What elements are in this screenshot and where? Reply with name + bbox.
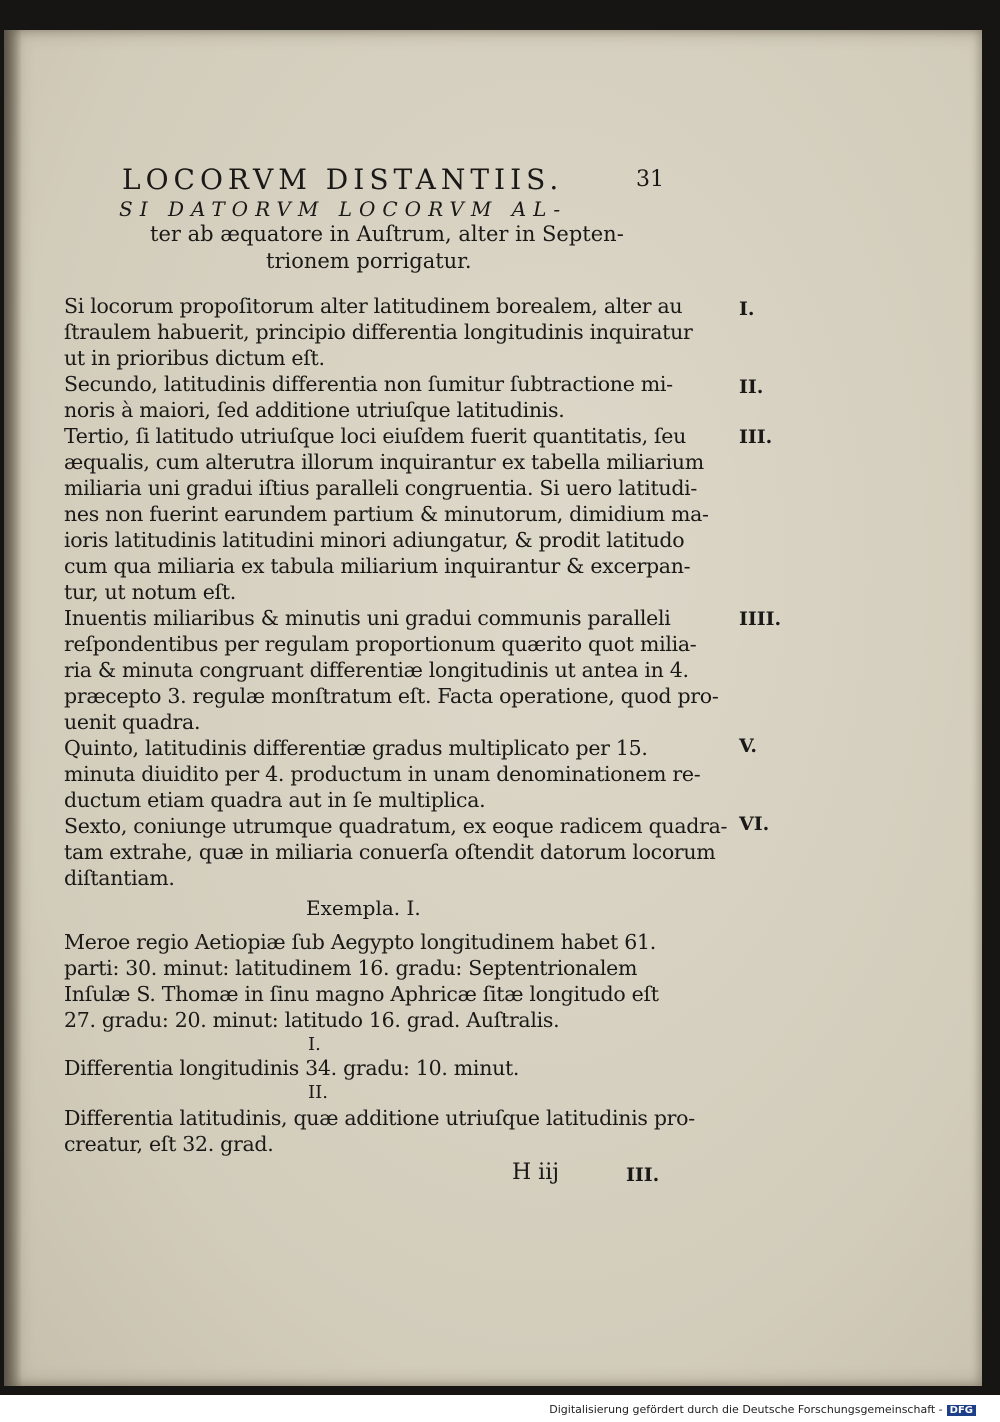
example-numeral-2: II. <box>308 1082 328 1103</box>
body-line: Quinto, latitudinis differentiæ gradus multiplicato per 15. <box>64 736 648 760</box>
body-line: ria & minuta congruant differentiæ longitudinis ut antea in 4. <box>64 658 689 682</box>
body-line: tam extrahe, quæ in miliaria conuerſa oſtendit datorum locorum <box>64 840 716 864</box>
margin-numeral: IIII. <box>739 608 782 630</box>
margin-numeral: VI. <box>739 813 770 835</box>
heading-line-2: ter ab æquatore in Auſtrum, alter in Septen- <box>150 222 624 246</box>
page-gutter-shadow <box>4 30 22 1386</box>
example-line: Differentia latitudinis, quæ additione utriuſque latitudinis pro- <box>64 1106 695 1130</box>
body-line: noris à maiori, ſed additione utriuſque latitudinis. <box>64 398 565 422</box>
body-line: ut in prioribus dictum eſt. <box>64 346 325 370</box>
example-line: creatur, eſt 32. grad. <box>64 1132 274 1156</box>
body-line: reſpondentibus per regulam proportionum quærito quot milia- <box>64 632 697 656</box>
body-line: Si locorum propoſitorum alter latitudinem borealem, alter au <box>64 294 683 318</box>
signature-mark: H iij <box>512 1160 560 1185</box>
body-line: minuta diuidito per 4. productum in unam denominationem re- <box>64 762 701 786</box>
body-line: æqualis, cum alterutra illorum inquirantur ex tabella miliarium <box>64 450 704 474</box>
body-line: præcepto 3. regulæ monſtratum eſt. Facta operatione, quod pro- <box>64 684 719 708</box>
catchword: III. <box>626 1164 660 1186</box>
body-line: miliaria uni gradui iſtius paralleli congruentia. Si uero latitudi- <box>64 476 698 500</box>
body-line: nes non fuerint earundem partium & minutorum, dimidium ma- <box>64 502 709 526</box>
example-line: Inſulæ S. Thomæ in ſinu magno Aphricæ ſitæ longitudo eſt <box>64 982 659 1006</box>
running-title: LOCORVM DISTANTIIS. <box>122 163 564 196</box>
footer-text: Digitalisierung gefördert durch die Deutsche Forschungsgemeinschaft - <box>549 1403 943 1416</box>
body-line: ioris latitudinis latitudini minori adiungatur, & prodit latitudo <box>64 528 685 552</box>
example-line: 27. gradu: 20. minut: latitudo 16. grad. Auſtralis. <box>64 1008 560 1032</box>
folio-number: 31 <box>636 167 664 192</box>
book-page <box>4 30 982 1386</box>
body-line: Inuentis miliaribus & minutis uni gradui communis paralleli <box>64 606 671 630</box>
body-line: Secundo, latitudinis differentia non ſumitur ſubtractione mi- <box>64 372 673 396</box>
example-line: Meroe regio Aetiopiæ ſub Aegypto longitudinem habet 61. <box>64 930 656 954</box>
body-line: cum qua miliaria ex tabula miliarium inquirantur & excerpan- <box>64 554 691 578</box>
body-line: uenit quadra. <box>64 710 201 734</box>
margin-numeral: II. <box>739 376 764 398</box>
body-line: diſtantiam. <box>64 866 175 890</box>
dfg-logo: DFG <box>947 1405 976 1416</box>
body-line: Sexto, coniunge utrumque quadratum, ex eoque radicem quadra- <box>64 814 728 838</box>
margin-numeral: V. <box>739 735 758 757</box>
example-numeral-1: I. <box>308 1034 321 1055</box>
body-line: ductum etiam quadra aut in ſe multiplica. <box>64 788 486 812</box>
heading-line-3: trionem porrigatur. <box>266 249 472 273</box>
body-line: Tertio, ſi latitudo utriuſque loci eiuſdem fuerit quantitatis, ſeu <box>64 424 687 448</box>
margin-numeral: III. <box>739 426 773 448</box>
funding-footer <box>549 1403 976 1416</box>
example-heading: Exempla. I. <box>306 896 421 920</box>
example-line: parti: 30. minut: latitudinem 16. gradu: Septentrionalem <box>64 956 638 980</box>
body-line: tur, ut notum eſt. <box>64 580 236 604</box>
body-line: ſtraulem habuerit, principio differentia longitudinis inquiratur <box>64 320 693 344</box>
example-line: Differentia longitudinis 34. gradu: 10. minut. <box>64 1056 520 1080</box>
margin-numeral: I. <box>739 298 755 320</box>
heading-caps-line: SI DATORVM LOCORVM AL- <box>119 197 568 221</box>
